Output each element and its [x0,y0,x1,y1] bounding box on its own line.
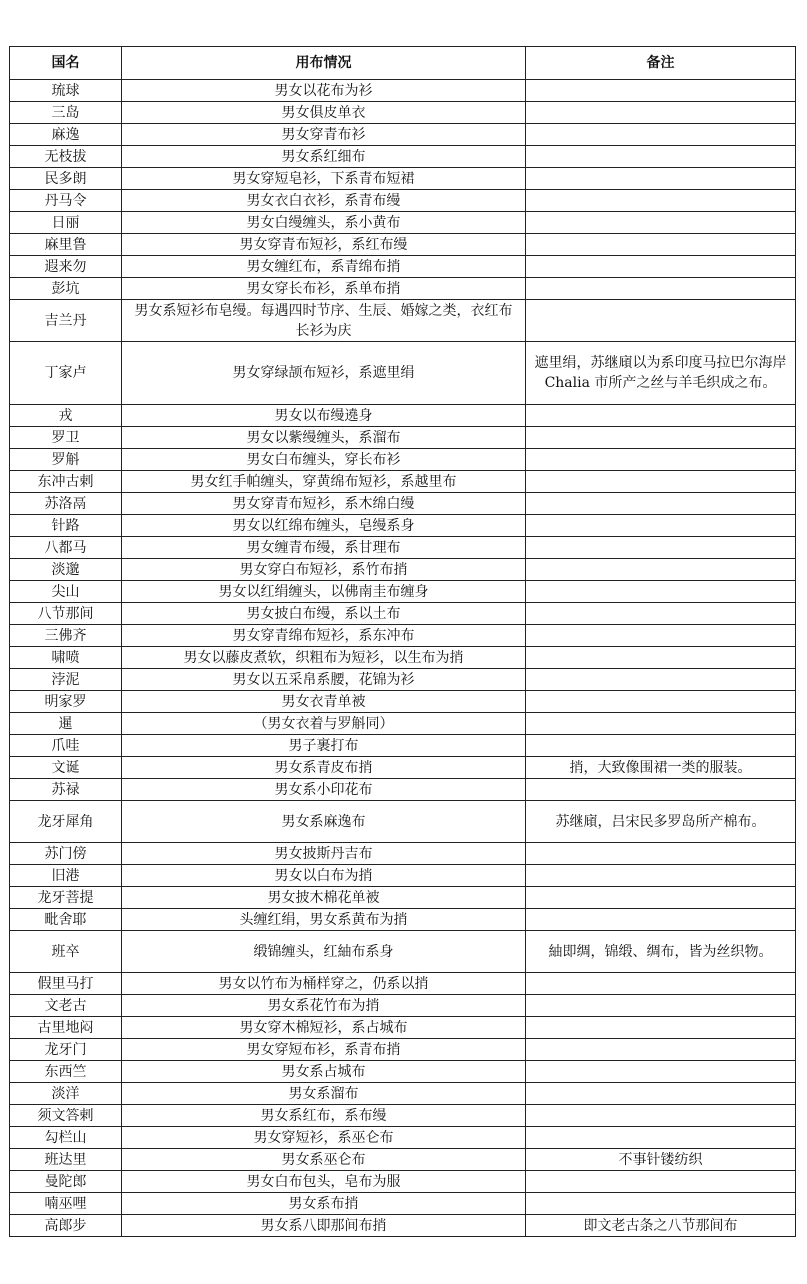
table-row [10,779,796,801]
note-cell [526,581,796,603]
country-cell: 文诞 [10,757,122,779]
note-cell [526,1193,796,1215]
table-row [10,995,796,1017]
table-row [10,234,796,256]
country-cell: 日丽 [10,212,122,234]
country-cell: 苏禄 [10,779,122,801]
note-cell [526,102,796,124]
usage-cell: 男女穿青绵布短衫，系东冲布 [122,625,526,647]
table-row [10,300,796,342]
table-row [10,647,796,669]
usage-cell: 男女白缦缠头，系小黄布 [122,212,526,234]
table-row [10,1215,796,1237]
document-page [9,46,795,1237]
country-cell: 丁家卢 [10,342,122,405]
country-cell: 班达里 [10,1149,122,1171]
country-cell: 曼陀郎 [10,1171,122,1193]
note-cell [526,300,796,342]
country-cell: 吉兰丹 [10,300,122,342]
note-cell: 即文老古条之八节那间布 [526,1215,796,1237]
table-row [10,581,796,603]
table-row [10,342,796,405]
country-cell: 麻逸 [10,124,122,146]
country-cell: 勾栏山 [10,1127,122,1149]
table-row [10,973,796,995]
usage-cell: 男女系八即那间布捎 [122,1215,526,1237]
table-row [10,1127,796,1149]
country-cell: 无枝拔 [10,146,122,168]
note-cell [526,537,796,559]
table-row [10,887,796,909]
note-cell [526,80,796,102]
country-cell: 龙牙菩提 [10,887,122,909]
country-cell: 毗舍耶 [10,909,122,931]
usage-cell: 男女披斯丹吉布 [122,843,526,865]
usage-cell: 男女穿短布衫，系青布捎 [122,1039,526,1061]
note-cell: 紬即绸，锦缎、绸布，皆为丝织物。 [526,931,796,973]
usage-cell: 男女系青皮布捎 [122,757,526,779]
table-row [10,559,796,581]
table-row [10,909,796,931]
note-cell [526,1083,796,1105]
usage-cell: 男女穿短衫，系巫仑布 [122,1127,526,1149]
country-cell: 高郎步 [10,1215,122,1237]
table-row [10,801,796,843]
note-cell [526,427,796,449]
note-cell [526,691,796,713]
country-cell: 东冲古剌 [10,471,122,493]
table-row [10,515,796,537]
country-cell: 暹 [10,713,122,735]
usage-cell: 男女系麻逸布 [122,801,526,843]
usage-cell: 男女以红绢缠头，以佛南圭布缠身 [122,581,526,603]
country-cell: 文老古 [10,995,122,1017]
table-header-row [10,47,796,80]
table-row [10,1193,796,1215]
country-cell: 罗斛 [10,449,122,471]
note-cell [526,278,796,300]
table-body [10,80,796,1237]
country-cell: 三岛 [10,102,122,124]
usage-cell: 男女穿白布短衫，系竹布捎 [122,559,526,581]
note-cell [526,973,796,995]
note-cell [526,256,796,278]
note-cell [526,735,796,757]
country-cell: 麻里鲁 [10,234,122,256]
note-cell [526,1171,796,1193]
note-cell [526,1039,796,1061]
table-row [10,713,796,735]
country-cell: 遐来勿 [10,256,122,278]
country-cell: 琉球 [10,80,122,102]
table-row [10,669,796,691]
note-cell [526,234,796,256]
usage-cell: 男女系红布，系布缦 [122,1105,526,1127]
table-row [10,537,796,559]
country-cell: 苏洛鬲 [10,493,122,515]
country-cell: 啸喷 [10,647,122,669]
table-row [10,168,796,190]
table-row [10,1083,796,1105]
usage-cell: 男女系占城布 [122,1061,526,1083]
note-cell: 不事针镂纺织 [526,1149,796,1171]
note-cell [526,843,796,865]
usage-cell: 男女穿长布衫，系单布捎 [122,278,526,300]
table-row [10,493,796,515]
usage-cell: （男女衣着与罗斛同） [122,713,526,735]
note-cell [526,1017,796,1039]
note-cell [526,493,796,515]
country-cell: 苏门傍 [10,843,122,865]
usage-cell: 男子裹打布 [122,735,526,757]
country-cell: 爪哇 [10,735,122,757]
note-cell [526,212,796,234]
note-cell [526,515,796,537]
country-cell: 旧港 [10,865,122,887]
table-row [10,1061,796,1083]
usage-cell: 男女系红细布 [122,146,526,168]
country-cell: 三佛齐 [10,625,122,647]
note-cell [526,559,796,581]
usage-cell: 男女以红绵布缠头，皂缦系身 [122,515,526,537]
usage-cell: 男女系布捎 [122,1193,526,1215]
table-row [10,865,796,887]
table-row [10,735,796,757]
table-row [10,278,796,300]
usage-cell: 缎锦缠头，红紬布系身 [122,931,526,973]
country-cell: 丹马令 [10,190,122,212]
note-cell [526,1061,796,1083]
note-cell [526,190,796,212]
note-cell [526,1127,796,1149]
note-cell [526,909,796,931]
country-cell: 龙牙犀角 [10,801,122,843]
note-cell [526,603,796,625]
table-row [10,843,796,865]
table-row [10,1171,796,1193]
header-cloth-usage: 用布情况 [122,47,526,80]
usage-cell: 男女以花布为衫 [122,80,526,102]
country-cell: 淡洋 [10,1083,122,1105]
note-cell: 苏继廎，吕宋民多罗岛所产棉布。 [526,801,796,843]
usage-cell: 男女衣白衣衫，系青布缦 [122,190,526,212]
usage-cell: 男女穿青布短衫，系木绵白缦 [122,493,526,515]
note-cell [526,449,796,471]
country-cell: 假里马打 [10,973,122,995]
country-cell: 须文答剌 [10,1105,122,1127]
usage-cell: 男女披木棉花单被 [122,887,526,909]
usage-cell: 男女白布包头，皂布为服 [122,1171,526,1193]
note-cell [526,887,796,909]
table-row [10,1039,796,1061]
usage-cell: 男女红手帕缠头，穿黄绵布短衫，系越里布 [122,471,526,493]
note-cell [526,865,796,887]
country-cell: 彭坑 [10,278,122,300]
usage-cell: 男女穿短皂衫，下系青布短裙 [122,168,526,190]
country-cell: 龙牙门 [10,1039,122,1061]
table-row [10,427,796,449]
country-cell: 戎 [10,405,122,427]
table-row [10,256,796,278]
usage-cell: 男女系溜布 [122,1083,526,1105]
note-cell: 捎，大致像围裙一类的服装。 [526,757,796,779]
table-row [10,212,796,234]
usage-cell: 男女系巫仑布 [122,1149,526,1171]
note-cell [526,779,796,801]
country-cell: 古里地闷 [10,1017,122,1039]
table-row [10,1105,796,1127]
usage-cell: 男女以白布为捎 [122,865,526,887]
note-cell [526,669,796,691]
country-cell: 民多朗 [10,168,122,190]
table-row [10,1149,796,1171]
usage-cell: 头缠红绢，男女系黄布为捎 [122,909,526,931]
usage-cell: 男女白布缠头，穿长布衫 [122,449,526,471]
country-cell: 尖山 [10,581,122,603]
table-row [10,190,796,212]
usage-cell: 男女系小印花布 [122,779,526,801]
table-row [10,691,796,713]
table-row [10,603,796,625]
country-cell: 罗卫 [10,427,122,449]
country-cell: 班卒 [10,931,122,973]
table-row [10,124,796,146]
note-cell [526,168,796,190]
usage-cell: 男女以竹布为桶样穿之，仍系以捎 [122,973,526,995]
header-country: 国名 [10,47,122,80]
usage-cell: 男女衣青单被 [122,691,526,713]
note-cell [526,146,796,168]
usage-cell: 男女以紫缦缠头，系溜布 [122,427,526,449]
table-row [10,80,796,102]
country-cell: 八都马 [10,537,122,559]
country-cell: 八节那间 [10,603,122,625]
usage-cell: 男女以布缦遶身 [122,405,526,427]
country-cell: 淡邈 [10,559,122,581]
country-cell: 东西竺 [10,1061,122,1083]
note-cell [526,1105,796,1127]
table-row [10,625,796,647]
note-cell [526,647,796,669]
usage-cell: 男女穿木棉短衫，系占城布 [122,1017,526,1039]
usage-cell: 男女缠青布缦，系甘理布 [122,537,526,559]
cloth-usage-table [9,46,796,1237]
header-notes: 备注 [526,47,796,80]
country-cell: 喃巫哩 [10,1193,122,1215]
note-cell [526,405,796,427]
table-row [10,146,796,168]
country-cell: 明家罗 [10,691,122,713]
usage-cell: 男女系短衫布皂缦。每遇四时节序、生辰、婚嫁之类，衣红布长衫为庆 [122,300,526,342]
table-row [10,471,796,493]
usage-cell: 男女系花竹布为捎 [122,995,526,1017]
usage-cell: 男女缠红布，系青绵布捎 [122,256,526,278]
note-cell [526,124,796,146]
table-row [10,102,796,124]
usage-cell: 男女以五采帛系腰，花锦为衫 [122,669,526,691]
note-cell [526,471,796,493]
country-cell: 针路 [10,515,122,537]
table-row [10,405,796,427]
note-cell [526,995,796,1017]
note-cell [526,625,796,647]
country-cell: 浡泥 [10,669,122,691]
usage-cell: 男女披白布缦，系以土布 [122,603,526,625]
note-cell [526,713,796,735]
usage-cell: 男女俱皮单衣 [122,102,526,124]
usage-cell: 男女穿绿颉布短衫，系遮里绢 [122,342,526,405]
usage-cell: 男女穿青布短衫，系红布缦 [122,234,526,256]
table-row [10,757,796,779]
table-row [10,931,796,973]
note-cell: 遮里绢，苏继廎以为系印度马拉巴尔海岸 Chalia 市所产之丝与羊毛织成之布。 [526,342,796,405]
table-row [10,449,796,471]
table-row [10,1017,796,1039]
usage-cell: 男女穿青布衫 [122,124,526,146]
usage-cell: 男女以藤皮煮软，织粗布为短衫，以生布为捎 [122,647,526,669]
